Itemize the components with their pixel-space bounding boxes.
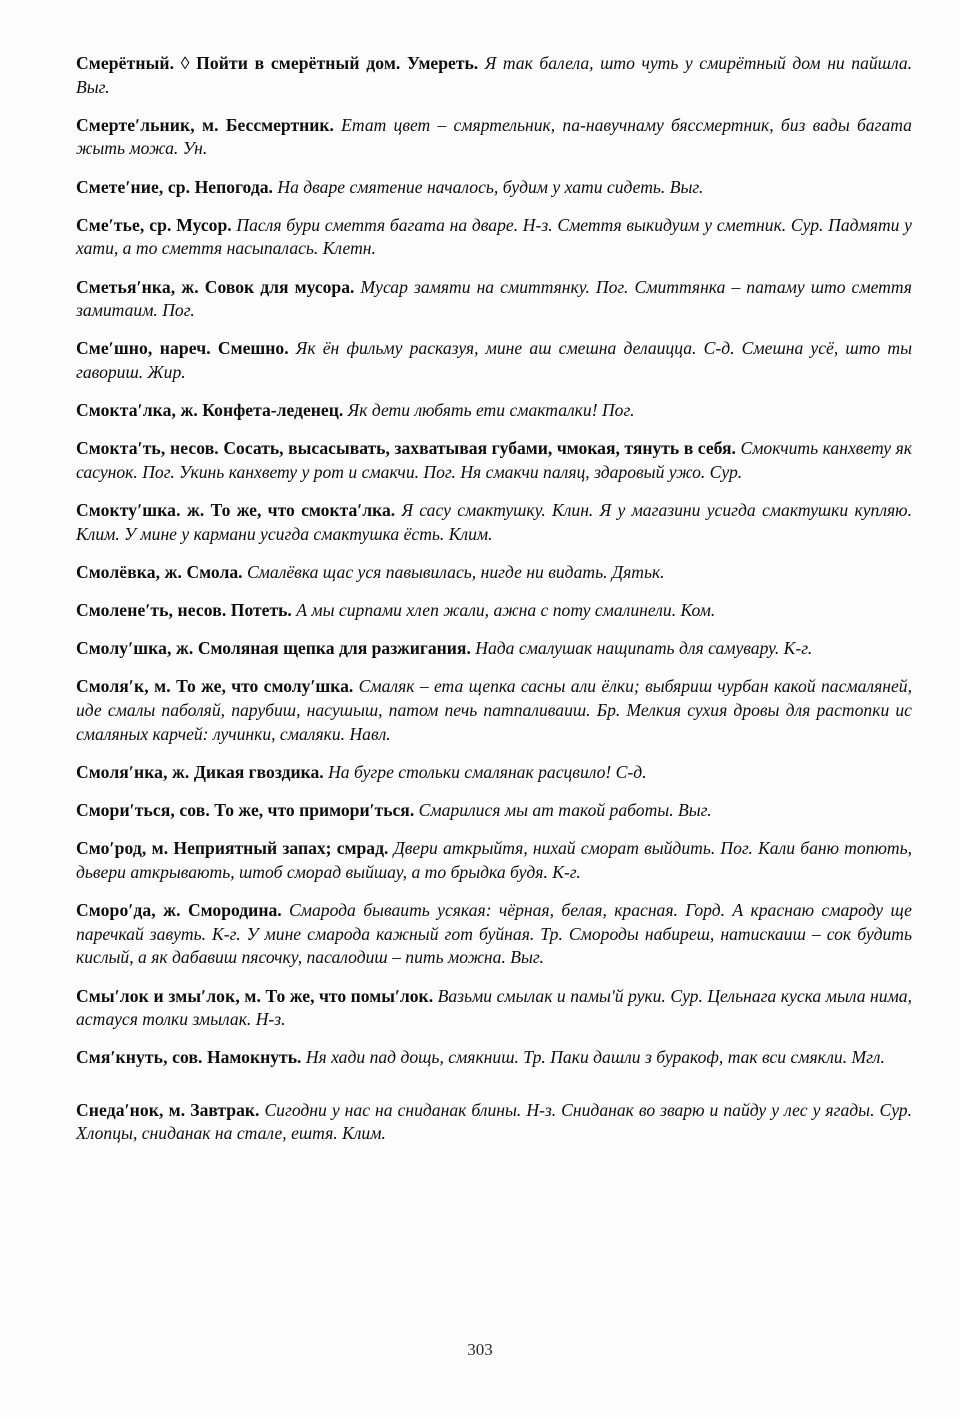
entry-headword: Смолёвка, ж. <box>76 562 183 582</box>
entry-headword: Смороʹда, ж. <box>76 900 181 921</box>
entry-definition: Смола. <box>186 562 243 582</box>
lozenge-icon: ◊ <box>180 53 190 73</box>
entry-examples: Вазьми смылак и памыʹй руки. Сур. Цельнага куска мыла нима, астауся толки змылак. Н-з. <box>76 985 913 1030</box>
entry-definition: Непогода. <box>194 176 273 197</box>
entry-definition: Дикая гвоздика. <box>193 761 324 782</box>
dictionary-entry <box>76 599 912 623</box>
entry-headword: Сметеʹние, ср. <box>76 176 191 197</box>
entry-examples: Нада смалушак нащипать для самувару. К-г. <box>475 638 813 659</box>
dictionary-entry <box>76 561 912 585</box>
entry-definition: Сосать, высасывать, захватывая губами, чмокая, тянуть в себя. <box>223 438 736 459</box>
page-number: 303 <box>467 1340 493 1359</box>
entry-headword: Снедаʹнок, м. <box>76 1099 186 1120</box>
entry-examples: Смаляк – ета щепка сасны али ёлки; выбяриш чурбан какой пасмаляней, иде смалы паболяй, парубиш, насушыш, патом печь патпаливаиш. Бр. Мелкия сухия дровы для растопки ис смаляных карчей: лучинки, смаляки. Навл. <box>76 676 912 744</box>
dictionary-entry <box>76 1099 912 1146</box>
entry-examples: Смарода бываить усякая: чёрная, белая, красная. Горд. А краснаю смароду ще паречкай завуть. К-г. У мине смарода кажный гот буйная. Тр. Смороды набиреш, натискаиш – сок будить кислый, а як дабавиш пясочку, пасалодиш – пить можна. Выг. <box>76 900 912 968</box>
entry-examples: Двери аткрыйтя, нихай сморат выйдить. Пог. Кали баню топють, дьвери аткрывають, штоб сморад выйшау, а то брыдка будя. К-г. <box>76 838 912 882</box>
dictionary-entry <box>76 899 912 970</box>
dictionary-entry <box>76 761 912 785</box>
entry-headword: Смоляʹнка, ж. <box>76 761 190 782</box>
entry-definition: То же, что примориʹться. <box>214 800 415 821</box>
entry-definition: Намокнуть. <box>206 1047 302 1068</box>
entry-headword: Смерётный. <box>76 53 175 73</box>
entry-headword: Смоленеʹть, несов. <box>76 600 227 621</box>
entry-examples: Етат цвет – смяртельник, па-навучнаму бяссмертник, биз вады багата жыть можа. Ун. <box>76 114 912 159</box>
entry-examples: На дваре смятение началось, будим у хати сидеть. Выг. <box>277 176 704 197</box>
dictionary-entry <box>76 1046 912 1070</box>
entry-examples: Смалёвка щас уся павывилась, нигде ни видать. Дятьк. <box>246 562 665 582</box>
entry-definition: То же, что смолуʹшка. <box>176 676 354 697</box>
dictionary-entry <box>76 399 912 423</box>
entry-headword: Смоктуʹшка. ж. <box>76 500 205 521</box>
entry-headword: Смяʹкнуть, сов. <box>76 1047 203 1068</box>
entry-definition: Смоляная щепка для разжигания. <box>197 638 471 659</box>
dictionary-entry <box>76 837 912 884</box>
section-spacer <box>76 1085 912 1099</box>
entry-examples: Пасля бури смеття багата на дваре. Н-з. Смеття выкидуим у сметник. Сур. Падмяти у хати, а то смеття насыпалась. Клетн. <box>76 214 912 259</box>
entry-phrase: Пойти в смерётный дом. <box>196 53 401 73</box>
entry-definition: Неприятный запах; смрад. <box>173 838 389 859</box>
entry-definition: Потеть. <box>230 600 292 621</box>
entry-examples: Я сасу смактушку. Клин. Я у магазини усигда смактушки купляю. Клим. У мине у кармани усигда смактушка ёсть. Клим. <box>76 500 912 544</box>
entry-definition: Совок для мусора. <box>204 276 355 297</box>
entry-definition: Мусор. <box>176 214 232 235</box>
dictionary-entry <box>76 276 912 323</box>
entry-definition: Смородина. <box>187 900 282 921</box>
dictionary-entry <box>76 799 912 823</box>
dictionary-entry <box>76 214 912 261</box>
dictionary-entry <box>76 985 912 1032</box>
entry-examples: Смарилися мы ат такой работы. Выг. <box>418 800 712 821</box>
dictionary-entry <box>76 176 912 200</box>
entry-headword: Смоктаʹлка, ж. <box>76 400 198 421</box>
entry-examples: Ня хади пад дощь, смякниш. Тр. Паки дашли з буракоф, так вси смякли. Мгл. <box>305 1047 885 1068</box>
entry-examples: Мусар замяти на смиттянку. Пог. Смиттянка – патаму што смеття замитаим. Пог. <box>76 276 912 321</box>
entry-headword: Смыʹлок и змыʹлок, м. <box>76 985 261 1006</box>
dictionary-entry <box>76 499 912 546</box>
entry-headword: Смоляʹк, м. <box>76 676 171 697</box>
entry-headword: Смолуʹшка, ж. <box>76 638 194 659</box>
entry-headword: Смеʹтье, ср. <box>76 214 172 235</box>
entry-examples: На бугре стольки смалянак расцвило! С-д. <box>328 761 647 782</box>
entry-definition: Смешно. <box>217 338 289 359</box>
entry-headword: Смоʹрод, м. <box>76 838 169 859</box>
dictionary-entry <box>76 337 912 384</box>
entry-examples: Як дети любять ети смакталки! Пог. <box>347 400 635 421</box>
entry-headword: Сметьяʹнка, ж. <box>76 276 199 297</box>
dictionary-entry <box>76 52 912 99</box>
dictionary-entry <box>76 437 912 484</box>
entry-headword: Смоктаʹть, несов. <box>76 438 219 459</box>
dictionary-entry <box>76 637 912 661</box>
entry-definition: Завтрак. <box>190 1099 260 1120</box>
entry-headword: Смориʹться, сов. <box>76 800 210 821</box>
entry-examples: Сигодни у нас на сниданак блины. Н-з. Сниданак во зварю и пайду у лес у ягады. Сур. Хлопцы, сниданак на стале, ештя. Клим. <box>76 1099 913 1144</box>
entry-definition: Бессмертник. <box>225 114 334 135</box>
entry-examples: Смокчить канхвету як сасунок. Пог. Укинь канхвету у рот и смакчи. Пог. Ня смакчи паляц, здаровый ужо. Сур. <box>76 438 912 483</box>
entry-headword: Смеʹшно, нареч. <box>76 338 211 359</box>
entry-examples: Я так балела, што чуть у смирётный дом ни пайшла. Выг. <box>76 53 913 97</box>
dictionary-entry <box>76 114 912 161</box>
entry-definition: То же, что помыʹлок. <box>265 985 434 1006</box>
dictionary-entry <box>76 675 912 746</box>
entry-headword: Смертеʹльник, м. <box>76 114 219 135</box>
entry-definition: То же, что смоктаʹлка. <box>210 500 396 521</box>
entry-definition: Конфета-леденец. <box>202 400 344 421</box>
entries-container <box>76 52 912 1160</box>
entry-definition: Умереть. <box>406 53 479 73</box>
entry-examples: Як ён фильму расказуя, мине аш смешна делаицца. С-д. Смешна усё, што ты гавориш. Жир. <box>76 338 912 383</box>
entry-examples: А мы сирпами хлеп жали, ажна с поту смалинели. Ком. <box>296 600 716 621</box>
